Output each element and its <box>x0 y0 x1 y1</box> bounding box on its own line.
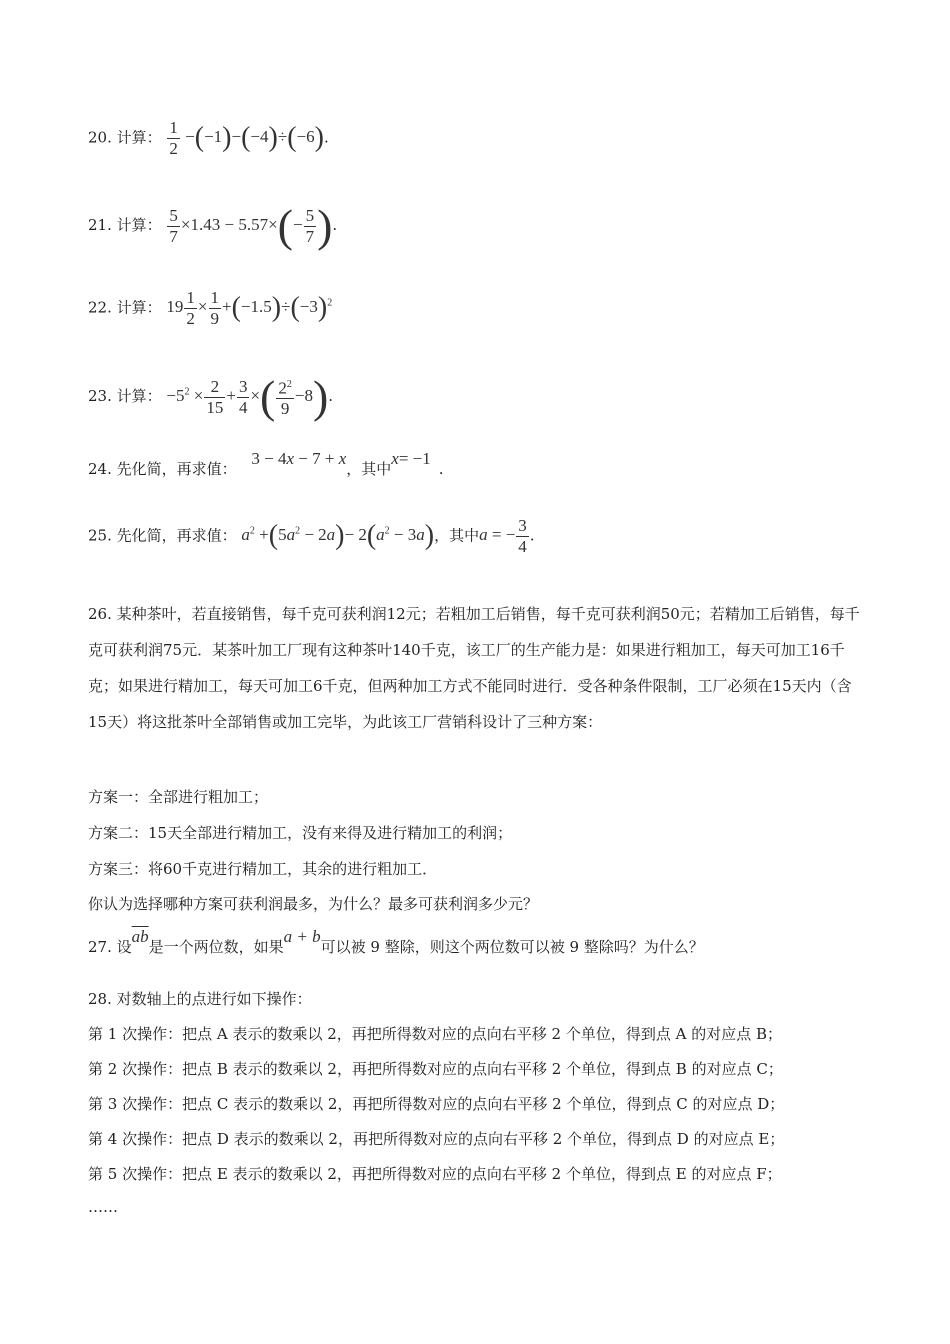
question-26-plan-1: 方案一：全部进行粗加工； <box>88 788 269 806</box>
question-27 <box>88 927 704 957</box>
question-28-op-5: 第 5 次操作：把点 E 表示的数乘以 2，再把所得数对应的点向右平移 2 个单位，得到点 E 的对应点 F； <box>88 1165 782 1183</box>
question-21-label: 21. 计算： <box>88 215 162 234</box>
question-27-text-1: 是一个两位数，如果 <box>148 938 284 956</box>
question-27-text-2: 可以被 9 整除，则这个两位数可以被 9 整除吗？为什么？ <box>320 938 704 956</box>
question-23 <box>88 371 334 422</box>
question-22-expression: 19 $\frac{1}{2}$ × $\frac{1}{9}$ $+(-1.5)\div(-3)^2$ <box>166 288 333 328</box>
question-27-prefix: 27. 设 <box>88 938 132 956</box>
question-20-label: 20. 计算： <box>88 128 162 147</box>
question-26-question: 你认为选择哪种方案可获利润最多，为什么？最多可获利润多少元？ <box>88 895 539 913</box>
question-25-where: ，其中 <box>434 526 480 545</box>
question-22-label: 22. 计算： <box>88 298 162 317</box>
question-28-op-4: 第 4 次操作：把点 D 表示的数乘以 2，再把所得数对应的点向右平移 2 个单位，得到点 D 的对应点 E； <box>88 1130 785 1148</box>
question-24-end: . <box>438 460 444 478</box>
question-21-end: . <box>332 215 338 234</box>
question-25-condition: a = − $\frac{3}{4}$ <box>479 516 527 556</box>
question-28-op-3: 第 3 次操作：把点 C 表示的数乘以 2，再把所得数对应的点向右平移 2 个单位，得到点 C 的对应点 D； <box>88 1095 785 1113</box>
question-25-end: . <box>529 526 535 545</box>
question-28-ellipsis: …… <box>88 1198 118 1216</box>
question-28-op-1: 第 1 次操作：把点 A 表示的数乘以 2，再把所得数对应的点向右平移 2 个单位，得到点 A 的对应点 B； <box>88 1025 783 1043</box>
question-28-intro: 28. 对数轴上的点进行如下操作： <box>88 990 312 1008</box>
question-24-where: ，其中 <box>346 460 392 478</box>
question-23-label: 23. 计算： <box>88 386 162 405</box>
question-20 <box>88 118 329 159</box>
question-20-end: . <box>323 128 329 147</box>
question-27-ab: $\overline{ab}$ <box>131 927 149 946</box>
question-26-plan-3: 方案三：将60千克进行精加工，其余的进行粗加工． <box>88 860 438 878</box>
question-21-expression: $\frac{5}{7}$ ×1.43 − 5.57×(− $\frac{5}{7}$ ) <box>169 200 333 251</box>
question-23-expression: $-5^2$ × $\frac{2}{15}$ + $\frac{3}{4}$ ×( $\frac{2^2}{9}$ −8) <box>166 371 329 422</box>
question-23-end: . <box>328 386 334 405</box>
question-24 <box>88 449 444 479</box>
question-25-label: 25. 先化简，再求值： <box>88 526 237 545</box>
question-26-text: 26. 某种茶叶，若直接销售，每千克可获利润12元；若粗加工后销售，每千克可获利润50元；若精加工后销售，每千克可获利润75元．某茶叶加工厂现有这种茶叶140千克，该工厂的生产能力是：如果进行粗加工，每天可加工16千克；如果进行精加工，每天可加工6千克，但两种加工方式不能同时进行．受各种条件限制，工厂必须在15天内（含15天）将这批茶叶全部销售或加工完毕，为此该工厂营销科设计了三种方案： <box>88 605 860 731</box>
question-28-op-2: 第 2 次操作：把点 B 表示的数乘以 2，再把所得数对应的点向右平移 2 个单位，得到点 B 的对应点 C； <box>88 1060 783 1078</box>
question-20-expression: $\frac{1}{2}$ −(−1)−(−4)÷(−6) <box>169 118 324 158</box>
question-21 <box>88 200 338 251</box>
question-24-condition: x= −1 <box>391 449 431 468</box>
question-24-expression: 3 − 4x − 7 + x <box>251 449 347 468</box>
question-24-label: 24. 先化简，再求值： <box>88 460 237 478</box>
question-25-expression: $a^2 +(5a^2 - 2a)- 2(a^2 - 3a)$ <box>241 520 435 552</box>
question-25 <box>88 516 535 557</box>
question-27-sum: a + b <box>283 927 321 946</box>
question-22 <box>88 288 332 329</box>
question-26-plan-2: 方案二：15天全部进行精加工，没有来得及进行精加工的利润； <box>88 824 513 842</box>
